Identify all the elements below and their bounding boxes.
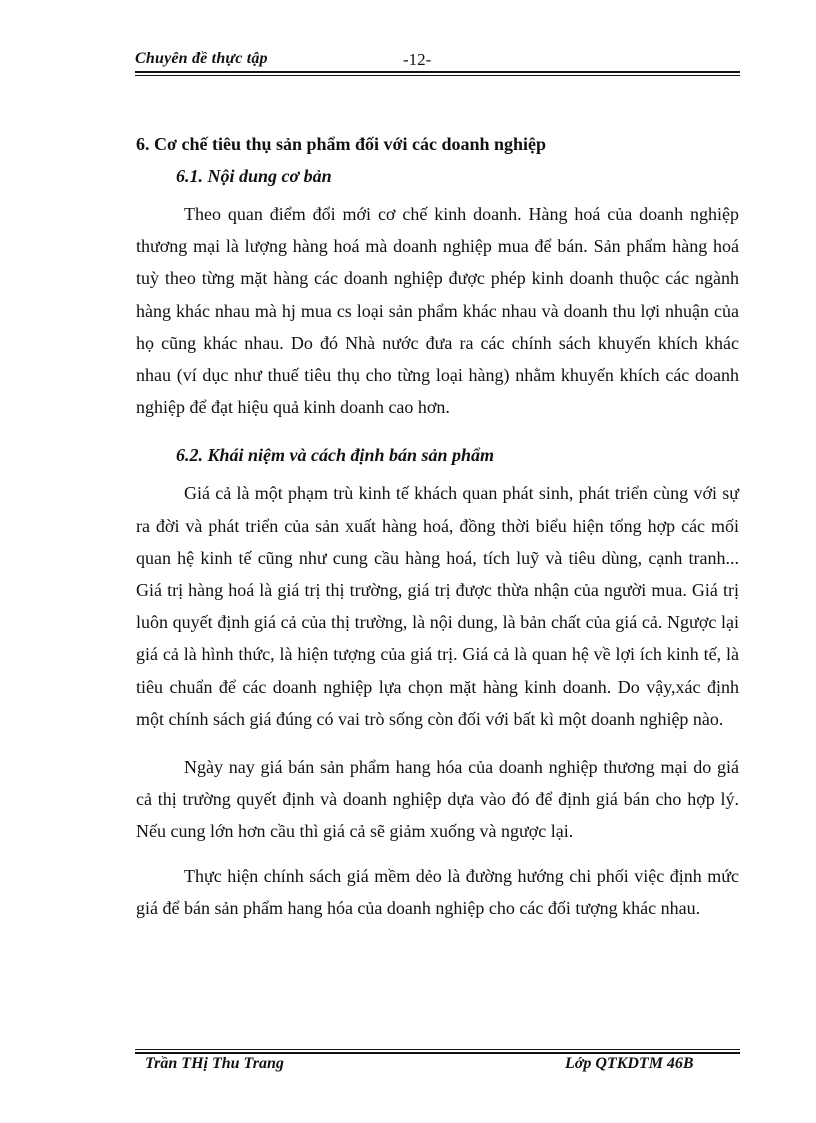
subsection-heading-6-2: 6.2. Khái niệm và cách định bán sản phẩm (176, 445, 495, 466)
subsection-heading-6-1: 6.1. Nội dung cơ bản (176, 166, 332, 186)
section-heading: 6. Cơ chế tiêu thụ sản phẩm đối với các doanh nghiệp (136, 134, 547, 154)
paragraph: Thực hiện chính sách giá mềm dẻo là đường hướng chi phối việc định mức giá để bán sản phẩm hang hóa của doanh nghiệp cho các đối tượng khác nhau. (136, 865, 739, 918)
author-name: Trần THị Thu Trang (145, 1055, 284, 1072)
class-label: Lớp QTKDTM 46B (565, 1055, 694, 1072)
paragraph: Ngày nay giá bán sản phẩm hang hóa của doanh nghiệp thương mại do giá cả thị trường quyết định và doanh nghiệp dựa vào đó để định giá bán cho hợp lý. Nếu cung lớn hơn cầu thì giá cả sẽ giảm xuống và ngược lại. (136, 757, 739, 842)
page-footer (135, 1055, 740, 1079)
paragraph: Giá cả là một phạm trù kinh tế khách quan phát sinh, phát triển cùng với sự ra đời và phát triển của sản xuất hàng hoá, đồng thời biểu hiện tổng hợp các mối quan hệ kinh tế cũng như cung cầu hàng hoá, tích luỹ và tiêu dùng, cạnh tranh... Giá trị hàng hoá là giá trị thị trường, giá trị được thừa nhận của người mua. Giá trị luôn quyết định giá cả của thị trường, là nội dung, là bản chất của giá cả. Ngược lại giá cả là hình thức, là hiện tượng của giá trị. Giá cả là quan hệ về lợi ích kinh tế, là tiêu chuẩn để các doanh nghiệp lựa chọn mặt hàng kinh doanh. Do vậy,xác định một chính sách giá đúng có vai trò sống còn đối với bất kì một doanh nghiệp nào. (136, 483, 739, 729)
footer-rule-bottom (135, 1052, 740, 1054)
footer-rule-top (135, 1049, 740, 1050)
header-rule-top (135, 71, 740, 73)
document-body (136, 128, 739, 924)
page-number: -12- (403, 50, 432, 69)
header-rule-bottom (135, 75, 740, 76)
paragraph: Theo quan điểm đổi mới cơ chế kinh doanh. Hàng hoá của doanh nghiệp thương mại là lượng hàng hoá mà doanh nghiệp mua để bán. Sản phẩm hàng hoá tuỳ theo từng mặt hàng các doanh nghiệp được phép kinh doanh thuộc các ngành hàng khác nhau mà hj mua cs loại sản phẩm khác nhau và doanh thu lợi nhuận của họ cũng khác nhau. Do đó Nhà nước đưa ra các chính sách khuyến khích khác nhau (ví dục như thuế tiêu thụ cho từng loại hàng) nhằm khuyến khích các doanh nghiệp để đạt hiệu quả kinh doanh cao hơn. (136, 204, 739, 418)
document-title: Chuyên đề thực tập (135, 50, 268, 67)
